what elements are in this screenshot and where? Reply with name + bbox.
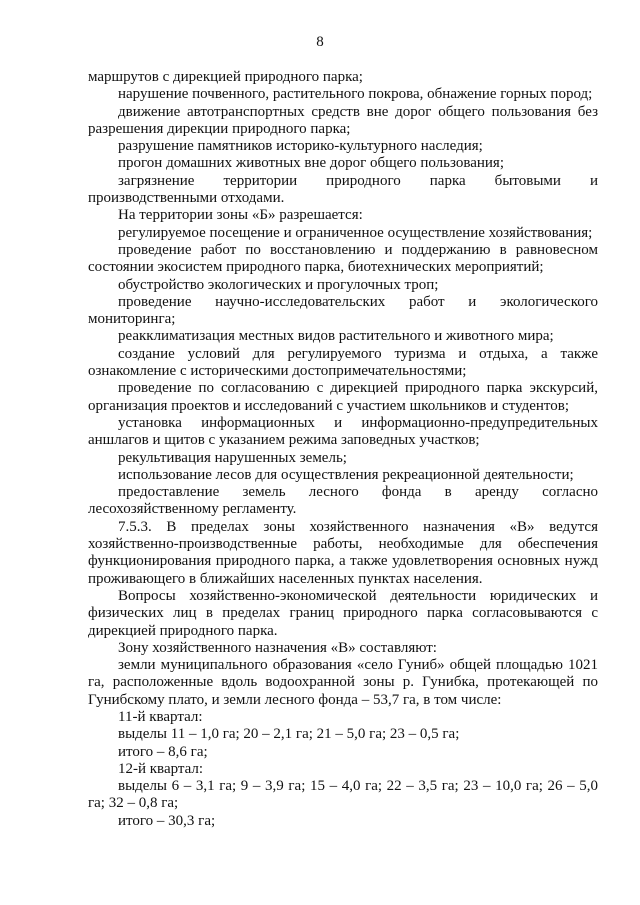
paragraph: На территории зоны «Б» разрешается: [118, 207, 363, 224]
paragraph: 12-й квартал: [118, 760, 204, 777]
paragraph: создание условий для регулируемого туризма и отдыха, а также ознакомление с историческими достопримечательностями; [88, 345, 598, 380]
paragraph: выделы 6 – 3,1 га; 9 – 3,9 га; 15 – 4,0 га; 22 – 3,5 га; 23 – 10,0 га; 26 – 5,0 га; 32 – 0,8 га; [88, 778, 598, 812]
paragraph: проведение научно-исследовательских работ и экологического мониторинга; [88, 293, 598, 328]
paragraph: регулируемое посещение и ограниченное осуществление хозяйствования; [118, 224, 593, 241]
page-number: 8 [316, 34, 324, 50]
paragraph: 7.5.3. В пределах зоны хозяйственного назначения «В» ведутся хозяйственно-производственные работы, необходимые для обеспечения функционирования природного парка, а также удовлетворения основных нужд проживающего в ближайших населенных пунктах населения. [88, 518, 598, 587]
paragraph: 11-й квартал: [118, 708, 203, 725]
paragraph: загрязнение территории природного парка бытовыми и производственными отходами. [88, 172, 598, 207]
document-body [88, 69, 598, 830]
paragraph: проведение работ по восстановлению и поддержанию в равновесном состоянии экосистем природного парка, биотехнических мероприятий; [88, 241, 598, 276]
paragraph: земли муниципального образования «село Гуниб» общей площадью 1021 га, расположенные вдоль водоохранной зоны р. Гунибка, протекающей по Гунибскому плато, и земли лесного фонда – 53,7 га, в том числе: [88, 657, 598, 708]
paragraph: установка информационных и информационно-предупредительных аншлагов и щитов с указанием режима заповедных участков; [88, 414, 598, 449]
paragraph: рекультивация нарушенных земель; [118, 449, 347, 466]
paragraph: Вопросы хозяйственно-экономической деятельности юридических и физических лиц в пределах границ природного парка согласовываются с дирекцией природного парка. [88, 587, 598, 639]
paragraph: итого – 30,3 га; [118, 812, 216, 829]
paragraph: прогон домашних животных вне дорог общего пользования; [118, 155, 504, 172]
paragraph: Зону хозяйственного назначения «В» составляют: [118, 639, 437, 656]
paragraph: проведение по согласованию с дирекцией природного парка экскурсий, организация проектов и исследований с участием школьников и студентов; [88, 380, 598, 414]
paragraph: движение автотранспортных средств вне дорог общего пользования без разрешения дирекции природного парка; [88, 103, 598, 137]
paragraph: выделы 11 – 1,0 га; 20 – 2,1 га; 21 – 5,0 га; 23 – 0,5 га; [118, 726, 460, 743]
paragraph: нарушение почвенного, растительного покрова, обнажение горных пород; [118, 86, 593, 103]
paragraph: итого – 8,6 га; [118, 743, 208, 760]
paragraph: обустройство экологических и прогулочных троп; [118, 276, 439, 293]
paragraph: маршрутов с дирекцией природного парка; [88, 69, 363, 85]
paragraph: использование лесов для осуществления рекреационной деятельности; [118, 466, 574, 483]
paragraph: предоставление земель лесного фонда в аренду согласно лесохозяйственному регламенту. [88, 484, 598, 518]
paragraph: разрушение памятников историко-культурного наследия; [118, 138, 483, 155]
paragraph: реакклиматизация местных видов растительного и животного мира; [118, 328, 554, 345]
